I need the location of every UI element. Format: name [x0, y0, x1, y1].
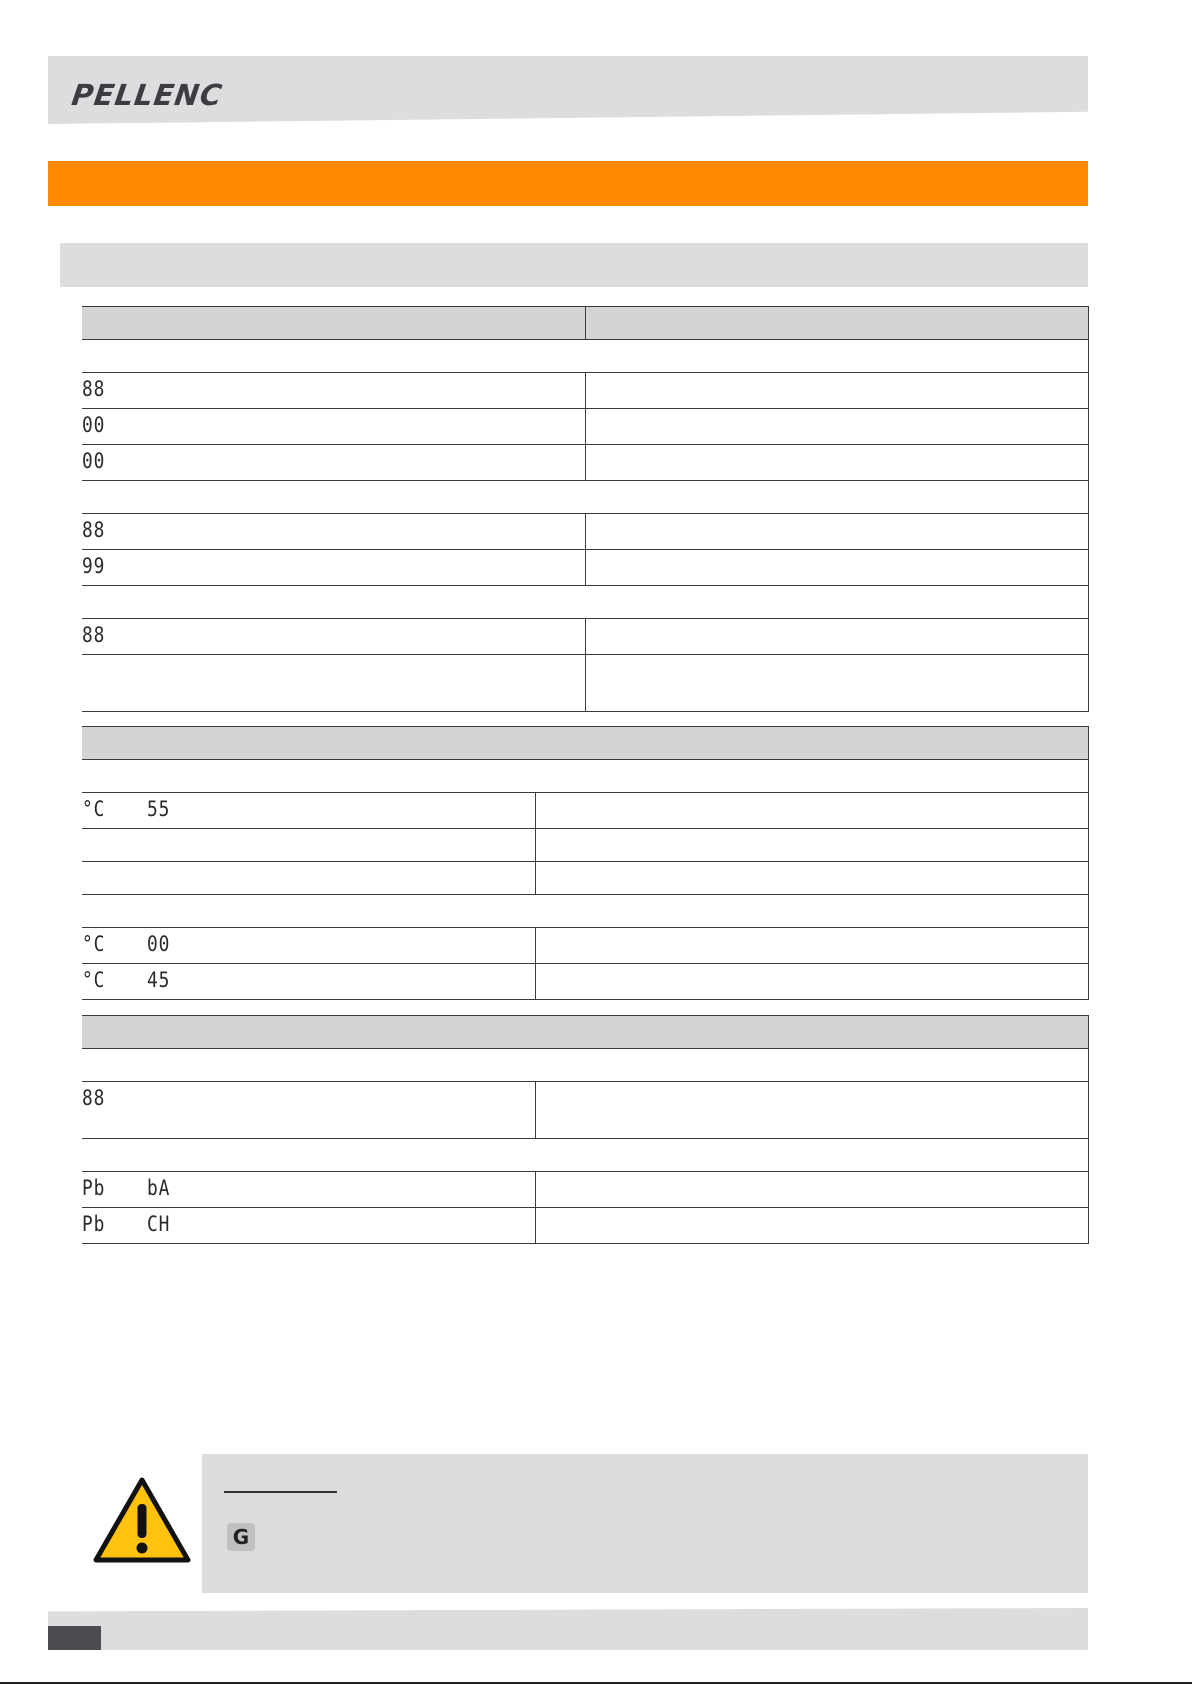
segment-code: 00: [82, 413, 106, 437]
table-row: [82, 964, 1088, 1000]
table-group-row: [82, 586, 1088, 619]
table-row: [82, 1082, 1088, 1139]
table-group-row: [82, 340, 1088, 373]
table-header-row: [82, 727, 1088, 760]
warning-badge: G: [227, 1523, 255, 1551]
segment-code-a: 88: [82, 1086, 106, 1110]
segment-code-a: °C: [82, 968, 106, 992]
table-row: [82, 373, 1088, 409]
segment-code-a: °C: [82, 797, 106, 821]
table-group-row: [82, 1049, 1088, 1082]
segment-code-a: °C: [82, 932, 106, 956]
table-row: [82, 445, 1088, 481]
table-group-row: [82, 1139, 1088, 1172]
table-header-row: [82, 1016, 1088, 1049]
table-row: [82, 793, 1088, 829]
table-row: [82, 829, 1088, 862]
table-row: [82, 655, 1088, 712]
segment-code-b: CH: [147, 1212, 171, 1236]
section-title-bar: [60, 243, 1088, 287]
display-codes-table-3: [82, 1015, 1089, 1244]
table-group-row: [82, 760, 1088, 793]
segment-code-a: Pb: [82, 1212, 106, 1236]
warning-box: [202, 1454, 1088, 1593]
display-codes-table-1: [82, 306, 1089, 712]
table-row: [82, 550, 1088, 586]
segment-code: 00: [82, 449, 106, 473]
table-header-row: [82, 307, 1088, 340]
brand-logo: PELLENC: [69, 78, 225, 112]
segment-code-b: 00: [147, 932, 171, 956]
segment-code-a: Pb: [82, 1176, 106, 1200]
segment-code: 88: [82, 623, 106, 647]
segment-code-b: 55: [147, 797, 171, 821]
segment-code: 88: [82, 377, 106, 401]
warning-title-underline: [224, 1491, 337, 1493]
table-row: [82, 862, 1088, 895]
segment-code: 88: [82, 518, 106, 542]
table-row: [82, 928, 1088, 964]
table-row: [82, 1208, 1088, 1244]
table-group-row: [82, 895, 1088, 928]
table-group-row: [82, 481, 1088, 514]
segment-code-b: bA: [147, 1176, 171, 1200]
bottom-rule: [0, 1682, 1192, 1684]
segment-code: 99: [82, 554, 106, 578]
table-row: [82, 409, 1088, 445]
warning-triangle-icon: [92, 1476, 192, 1566]
chapter-title-bar: [48, 161, 1088, 206]
table-row: [82, 1172, 1088, 1208]
table-row: [82, 514, 1088, 550]
page-number-tab: [48, 1626, 101, 1650]
display-codes-table-2: [82, 726, 1089, 1000]
segment-code-b: 45: [147, 968, 171, 992]
footer-band: [48, 1608, 1088, 1650]
table-row: [82, 619, 1088, 655]
